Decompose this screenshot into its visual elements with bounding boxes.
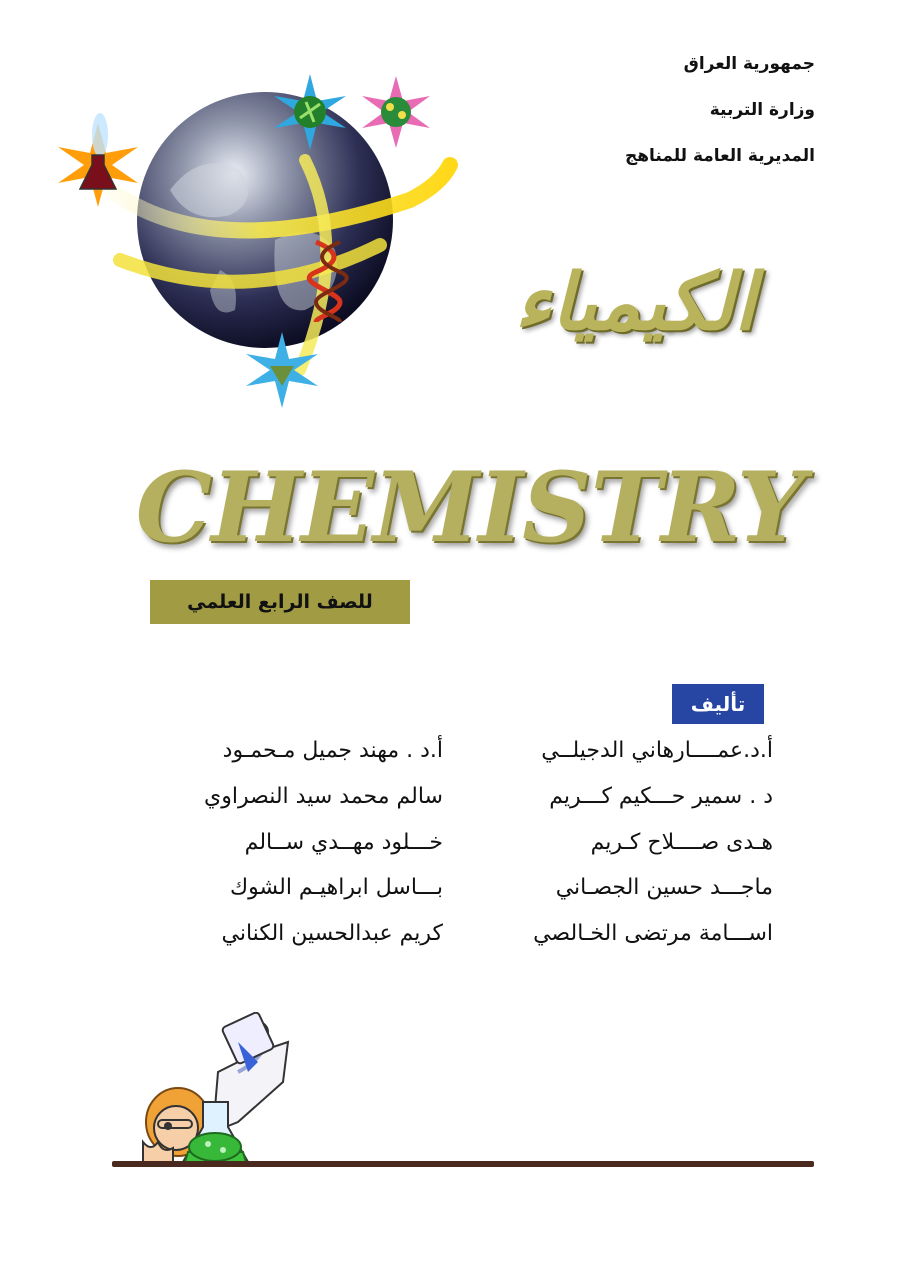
author-name: هـدى صــــلاح كـريم [590,830,773,855]
author-name: ماجـــد حسين الجصـاني [555,875,773,900]
molecule-icon [362,76,430,148]
header-country: جمهورية العراق [683,54,815,74]
author-name: سالم محمد سيد النصراوي [204,784,443,809]
author-name: كريم عبدالحسين الكناني [221,921,443,946]
grade-banner: للصف الرابع العلمي [150,580,410,624]
authors-label: تأليف [672,684,764,724]
ground-line [112,1161,814,1167]
subject-title-english: CHEMISTRY [135,451,805,564]
author-name: خـــلود مهــدي ســالم [244,830,443,855]
header-ministry: وزارة التربية [709,100,815,120]
author-name: د . سمير حـــكيم كـــريم [549,784,773,809]
author-name: أ.د . مهند جميل مـحمـود [222,738,443,763]
header-directorate: المديرية العامة للمناهج [624,146,815,166]
globe-illustration [50,70,460,420]
scientist-illustration [118,1012,318,1172]
subject-title-arabic: الكيمياء [514,258,756,348]
author-name: أ.د.عمــــارهاني الدجيلــي [541,738,773,763]
author-name: بـــاسل ابراهيـم الشوك [230,875,443,900]
author-name: اســـامة مرتضى الخـالصي [533,921,773,946]
